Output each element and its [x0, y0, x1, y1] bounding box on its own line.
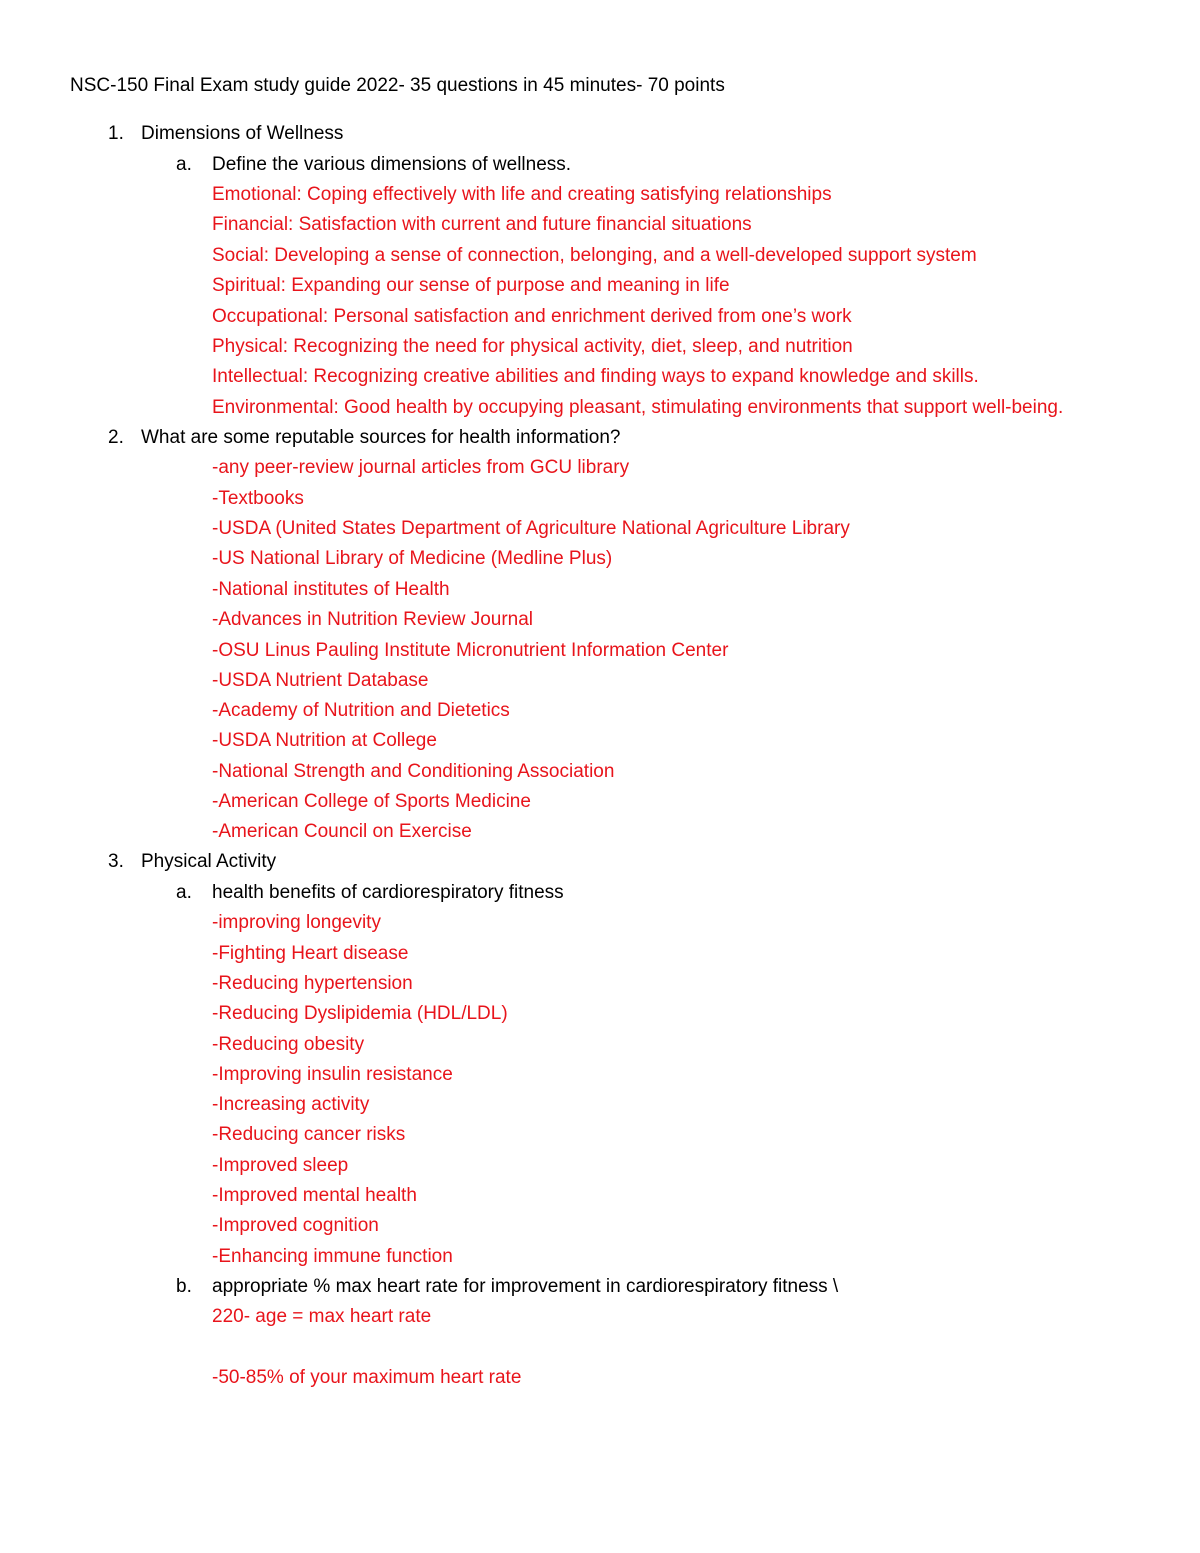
answer-line: -USDA (United States Department of Agriculture National Agriculture Library — [212, 518, 850, 539]
answer-line: -Textbooks — [212, 488, 304, 509]
answer-line: -Improving insulin resistance — [212, 1064, 453, 1085]
answer-line: Intellectual: Recognizing creative abilities and finding ways to expand knowledge and skills. — [212, 366, 979, 387]
page-title: NSC-150 Final Exam study guide 2022- 35 questions in 45 minutes- 70 points — [70, 75, 725, 96]
answer-line: 220- age = max heart rate — [212, 1306, 432, 1327]
answer-line: -Reducing Dyslipidemia (HDL/LDL) — [212, 1003, 508, 1024]
answer-line: -Improved cognition — [212, 1215, 379, 1236]
subitem-prompt: appropriate % max heart rate for improvement in cardiorespiratory fitness \ — [212, 1276, 839, 1297]
answer-line: -National Strength and Conditioning Association — [212, 761, 615, 782]
section-heading: Dimensions of Wellness — [141, 123, 344, 144]
subitem-letter: a. — [176, 882, 192, 903]
answer-line: -OSU Linus Pauling Institute Micronutrient Information Center — [212, 640, 729, 661]
answer-line: -any peer-review journal articles from GCU library — [212, 457, 630, 478]
answer-line: Social: Developing a sense of connection, belonging, and a well-developed support system — [212, 245, 977, 266]
answer-line: -Improved mental health — [212, 1185, 417, 1206]
answer-line: -USDA Nutrient Database — [212, 670, 429, 691]
subitem-letter: b. — [176, 1276, 192, 1297]
answer-line: -American Council on Exercise — [212, 821, 472, 842]
answer-line: -National institutes of Health — [212, 579, 450, 600]
answer-line: -Advances in Nutrition Review Journal — [212, 609, 534, 630]
answer-line: -improving longevity — [212, 912, 381, 933]
answer-line: -50-85% of your maximum heart rate — [212, 1367, 522, 1388]
answer-line: Physical: Recognizing the need for physical activity, diet, sleep, and nutrition — [212, 336, 853, 357]
answer-line: Financial: Satisfaction with current and future financial situations — [212, 214, 752, 235]
subitem-letter: a. — [176, 154, 192, 175]
answer-line: -Reducing obesity — [212, 1034, 365, 1055]
answer-line: -Enhancing immune function — [212, 1246, 453, 1267]
answer-line: -Increasing activity — [212, 1094, 370, 1115]
section-number: 1. — [108, 123, 124, 144]
section-heading: Physical Activity — [141, 851, 277, 872]
answer-line: -Improved sleep — [212, 1155, 349, 1176]
answer-line: -Reducing cancer risks — [212, 1124, 406, 1145]
answer-line: Environmental: Good health by occupying pleasant, stimulating environments that support well-being. — [212, 397, 1064, 418]
answer-line: -US National Library of Medicine (Medline Plus) — [212, 548, 613, 569]
answer-line: -Reducing hypertension — [212, 973, 413, 994]
answer-line: -American College of Sports Medicine — [212, 791, 531, 812]
subitem-prompt: health benefits of cardiorespiratory fitness — [212, 882, 564, 903]
answer-line: Occupational: Personal satisfaction and enrichment derived from one’s work — [212, 306, 852, 327]
answer-line: -Academy of Nutrition and Dietetics — [212, 700, 510, 721]
subitem-prompt: Define the various dimensions of wellness. — [212, 154, 572, 175]
answer-line: -USDA Nutrition at College — [212, 730, 437, 751]
section-number: 2. — [108, 427, 124, 448]
answer-line: -Fighting Heart disease — [212, 943, 409, 964]
section-heading: What are some reputable sources for health information? — [141, 427, 621, 448]
answer-line: Emotional: Coping effectively with life and creating satisfying relationships — [212, 184, 832, 205]
section-number: 3. — [108, 851, 124, 872]
answer-line: Spiritual: Expanding our sense of purpose and meaning in life — [212, 275, 730, 296]
